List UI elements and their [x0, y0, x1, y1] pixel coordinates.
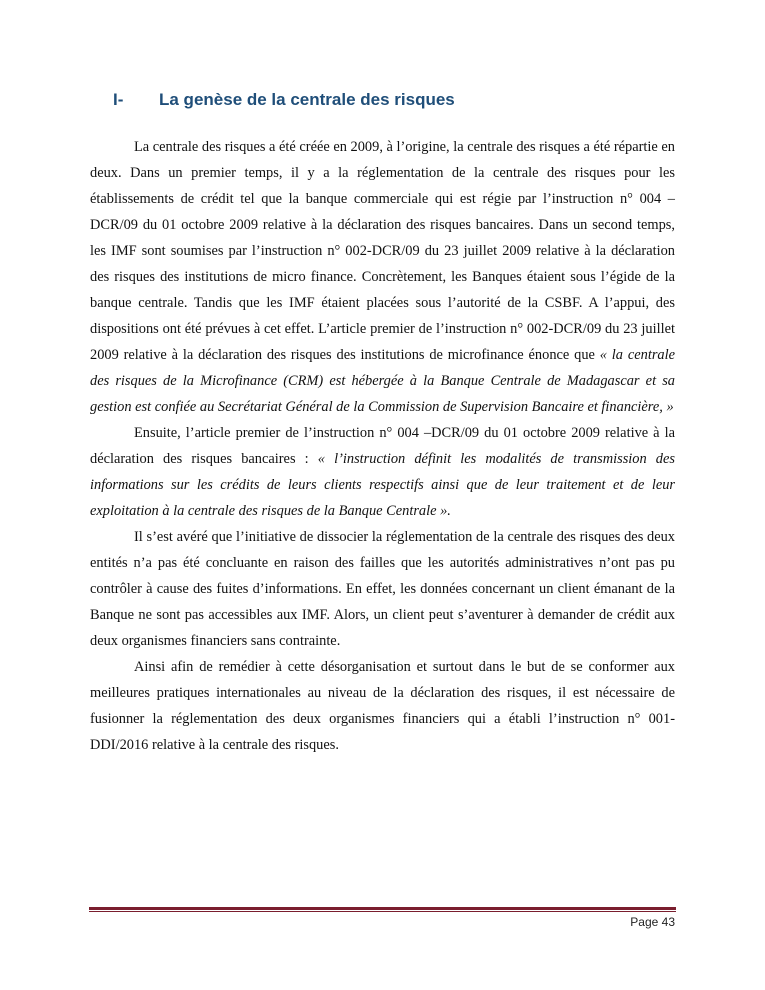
- paragraph-2-text: Ensuite, l’article premier de l’instruction n° 004 –DCR/09 du 01 octobre 2009 relative à la déclaration des risques bancaires :: [90, 425, 675, 467]
- section-heading: [113, 90, 455, 110]
- section-number: I-: [113, 90, 124, 109]
- footer-rule-thin: [89, 911, 676, 912]
- paragraph-3: Il s’est avéré que l’initiative de dissocier la réglementation de la centrale des risques des deux entités n’a pas été concluante en raison des failles que les autorités administratives n’ont pas pu contrôler à cause des fuites d’informations. En effet, les données concernant un client émanant de la Banque ne sont pas accessibles aux IMF. Alors, un client peut s’aventurer à demander de crédit aux deux organismes financiers sans contrainte.: [90, 529, 675, 649]
- paragraph-2: [90, 420, 675, 524]
- footer-rule-thick: [89, 907, 676, 910]
- paragraph-2-quote: « l’instruction définit les modalités de transmission des informations sur les crédits de leurs clients respectifs ainsi que de leur traitement et de leur exploitation à la centrale des risques de la Banque Centrale ».: [90, 451, 675, 519]
- paragraph-1-text: La centrale des risques a été créée en 2009, à l’origine, la centrale des risques a été répartie en deux. Dans un premier temps, il y a la réglementation de la centrale des risques pour les établissements de crédit tel que la banque commerciale qui est régie par l’instruction n° 004 –DCR/09 du 01 octobre 2009 relative à la déclaration des risques bancaires. Dans un second temps, les IMF sont soumises par l’instruction n° 002-DCR/09 du 23 juillet 2009 relative à la déclaration des risques des institutions de micro finance. Concrètement, les Banques étaient sous l’égide de la banque centrale. Tandis que les IMF étaient placées sous l’autorité de la CSBF. A l’appui, des dispositions ont été prévues à cet effet. L’article premier de l’instruction n° 002-DCR/09 du 23 juillet 2009 relative à la déclaration des risques des institutions de microfinance énonce que: [90, 139, 675, 363]
- body-text: [90, 134, 675, 758]
- paragraph-1: [90, 134, 675, 420]
- page-number: Page 43: [630, 915, 675, 929]
- paragraph-4: Ainsi afin de remédier à cette désorganisation et surtout dans le but de se conformer aux meilleures pratiques internationales au niveau de la déclaration des risques, il est nécessaire de fusionner la réglementation des deux organismes financiers qui a établi l’instruction n° 001-DDI/2016 relative à la centrale des risques.: [90, 659, 675, 753]
- paragraph-1-quote: « la centrale des risques de la Microfinance (CRM) est hébergée à la Banque Centrale de Madagascar et sa gestion est confiée au Secrétariat Général de la Commission de Supervision Bancaire et financière, »: [90, 347, 675, 415]
- section-title: La genèse de la centrale des risques: [159, 90, 455, 109]
